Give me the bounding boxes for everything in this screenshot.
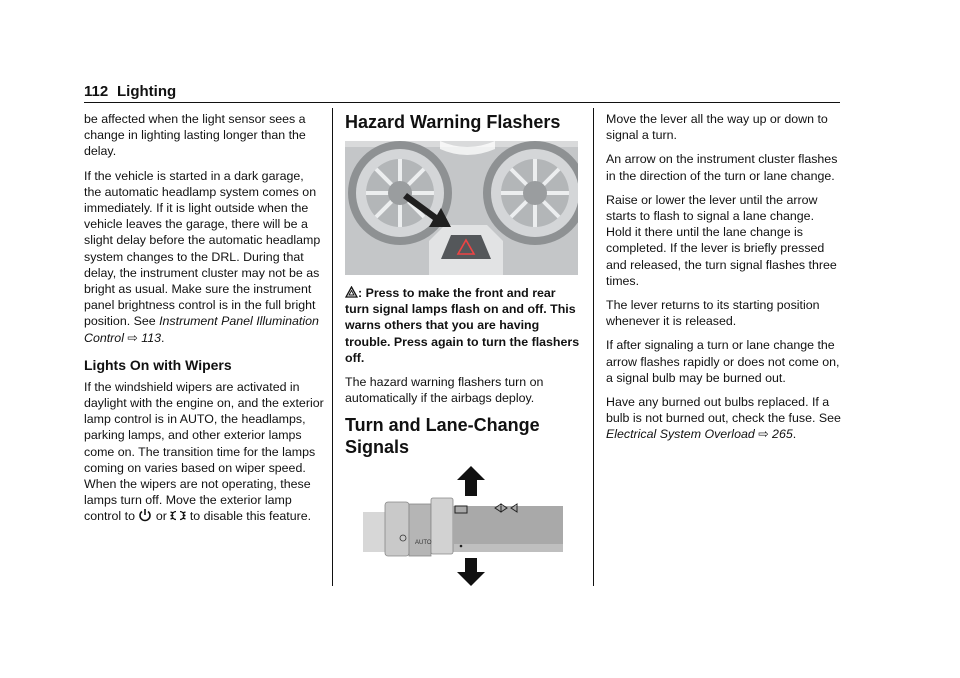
heading-lights-on-with-wipers: Lights On with Wipers xyxy=(84,356,232,373)
dark-garage-text: If the vehicle is started in a dark garage, the automatic headlamp system comes on immediately. If it is light outside when the vehicle leaves the garage, there will be a slight delay before the automatic headlamp system changes to the DRL. During that delay, the instrument cluster may not be as bright as usual. Make sure the instrument panel brightness control is in the full bright position. See xyxy=(84,168,321,329)
link-instrument-panel-illumination[interactable]: Instrument Panel Illumination Control xyxy=(84,314,319,345)
paragraph-airbags: The hazard warning flashers turn on automatically if the airbags deploy. xyxy=(345,375,544,406)
paragraph-hazard-button xyxy=(345,285,581,366)
heading-hazard-warning-flashers: Hazard Warning Flashers xyxy=(345,112,561,132)
turn-signal-lever-illustration xyxy=(345,466,581,588)
paragraph-check-fuse xyxy=(606,394,842,443)
section-title: Lighting xyxy=(117,83,177,100)
page-header xyxy=(84,82,840,103)
wipers-text-end: to disable this feature. xyxy=(189,509,312,524)
hazard-button xyxy=(429,225,503,275)
wipers-or: or xyxy=(155,509,167,524)
page-number: 112 xyxy=(84,83,109,100)
parking-lamps-icon xyxy=(170,509,186,522)
link-electrical-system-overload[interactable]: Electrical System Overload xyxy=(606,427,755,442)
paragraph-dark-garage xyxy=(84,168,324,346)
check-fuse-text: Have any burned out bulbs replaced. If a bulb is not burned out, check the fuse. See xyxy=(606,395,841,426)
paragraph-lane-change: Raise or lower the lever until the arrow starts to flash to signal a lane change. Hold it there until the lane change is completed. If the lever is briefly pressed and released, the turn signal flashes three times. xyxy=(606,192,837,288)
column-divider-left xyxy=(332,108,333,586)
lever-auto-label: AUTO xyxy=(415,540,432,547)
paragraph-bulb-burned: If after signaling a turn or lane change the arrow flashes rapidly or does not come on, a signal bulb may be burned out. xyxy=(606,338,840,385)
column-1 xyxy=(84,111,324,533)
hazard-description: : Press to make the front and rear turn signal lamps flash on and off. This warns others that you are having trouble. Press again to turn the flashers off. xyxy=(345,286,580,365)
column-3 xyxy=(606,111,842,451)
page-ref-265[interactable]: 265 xyxy=(772,427,793,442)
page-ref-arrow: ⇨ xyxy=(127,330,138,345)
paragraph-wipers xyxy=(84,379,324,525)
left-air-vent xyxy=(348,141,452,245)
paragraph-sensor-delay: be affected when the light sensor sees a change in lighting lasting longer than the delay. xyxy=(84,112,306,159)
heading-turn-and-lane-change-signals: Turn and Lane-Change Signals xyxy=(345,415,540,458)
lever-down-arrow xyxy=(457,558,485,586)
sentence-end: . xyxy=(161,330,165,345)
hazard-triangle-icon xyxy=(345,286,358,298)
paragraph-lever-returns: The lever returns to its starting position whenever it is released. xyxy=(606,298,820,329)
paragraph-move-lever: Move the lever all the way up or down to signal a turn. xyxy=(606,112,828,143)
column-2 xyxy=(345,111,581,588)
sentence-end: . xyxy=(792,427,797,442)
wipers-text: If the windshield wipers are activated in daylight with the engine on, and the exterior lamp control is in AUTO, the headlamps, parking lamps, and other exterior lamps come on. The transition time for the lamps coming on varies based on wiper speed. When the wipers are not operating, these lamps turn off. Move the exterior lamp control to xyxy=(84,379,324,524)
hazard-button-photo xyxy=(345,141,578,275)
paragraph-cluster-arrow: An arrow on the instrument cluster flashes in the direction of the turn or lane change. xyxy=(606,152,838,183)
page-ref-arrow: ⇨ xyxy=(758,427,769,442)
lever-up-arrow xyxy=(457,466,485,496)
page-ref-113[interactable]: 113 xyxy=(141,330,162,345)
power-icon xyxy=(138,508,152,522)
column-divider-right xyxy=(593,108,594,586)
